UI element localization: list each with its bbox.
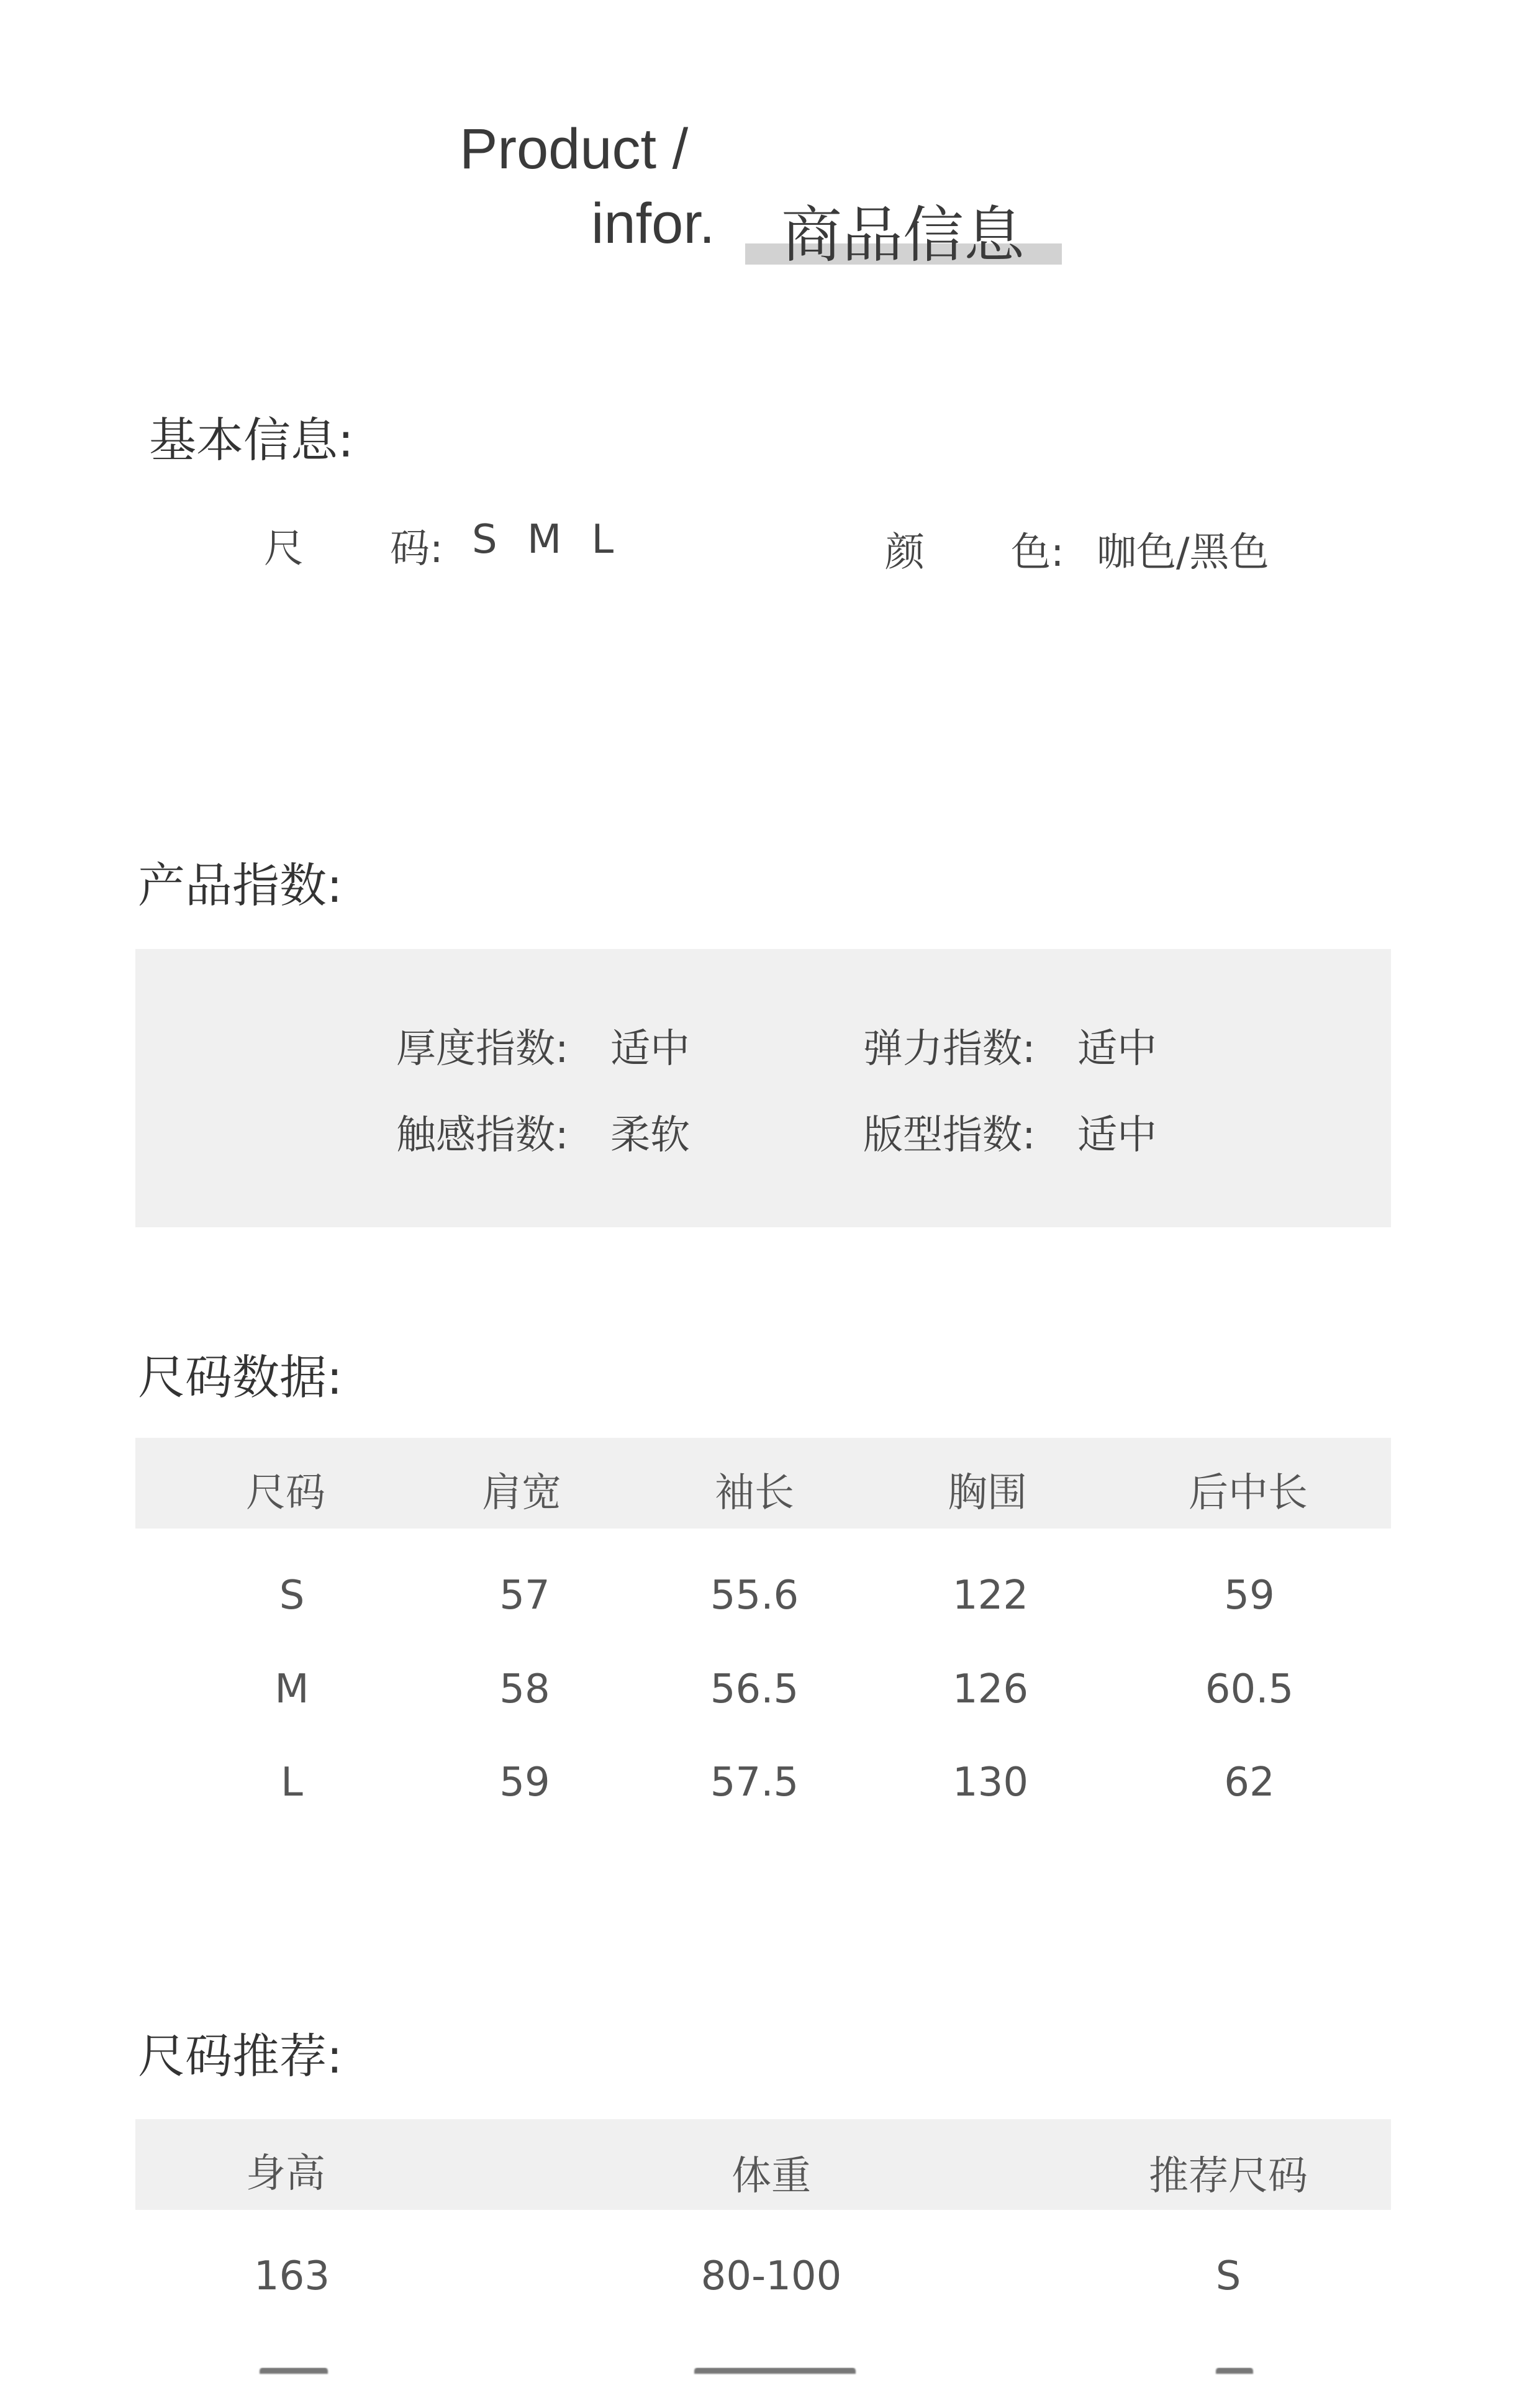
table-row-s-back-length: 59	[1224, 1573, 1275, 1619]
recommend-row-height: 163	[253, 2253, 330, 2299]
table-row-s-size: S	[279, 1573, 305, 1619]
index-thickness-label: 厚度指数:	[396, 1026, 569, 1072]
table-row-m-size: M	[274, 1666, 309, 1712]
table-row-m-chest: 126	[952, 1666, 1029, 1712]
size-col-chest: 胸围	[948, 1470, 1027, 1516]
color-label-char2: 色:	[1011, 530, 1064, 576]
index-fit-label: 版型指数:	[863, 1112, 1036, 1158]
size-col-shoulder: 肩宽	[482, 1470, 561, 1516]
size-label-char2: 码:	[390, 526, 443, 572]
size-label-char1: 尺	[264, 526, 304, 572]
table-row-m-sleeve: 56.5	[710, 1666, 799, 1712]
title-cn: 商品信息	[781, 200, 1025, 271]
recommend-col-weight: 体重	[732, 2153, 811, 2199]
recommend-row-weight: 80-100	[700, 2253, 842, 2299]
index-fit-value: 适中	[1077, 1112, 1157, 1158]
recommend-col-size: 推荐尺码	[1149, 2153, 1308, 2199]
table-row-l-chest: 130	[952, 1760, 1029, 1806]
size-col-back-length: 后中长	[1189, 1470, 1308, 1516]
table-row-s-chest: 122	[952, 1573, 1029, 1619]
table-row-s-shoulder: 57	[499, 1573, 550, 1619]
table-row-s-sleeve: 55.6	[710, 1573, 799, 1619]
title-en-line2: infor.	[591, 192, 715, 255]
table-row-l-back-length: 62	[1224, 1760, 1275, 1806]
partial-row-cutoff	[135, 2368, 1391, 2385]
color-value: 咖色/黑色	[1097, 530, 1269, 576]
table-row-m-shoulder: 58	[499, 1666, 550, 1712]
table-row-l-shoulder: 59	[499, 1760, 550, 1806]
recommend-col-height: 身高	[246, 2151, 325, 2197]
table-row-l-sleeve: 57.5	[710, 1760, 799, 1806]
basic-info-title: 基本信息:	[149, 412, 354, 468]
index-thickness-value: 适中	[610, 1026, 690, 1072]
title-en-line1: Product /	[460, 117, 689, 181]
index-touch-label: 触感指数:	[396, 1112, 569, 1158]
index-elasticity-value: 适中	[1077, 1026, 1157, 1072]
table-row-l-size: L	[281, 1760, 303, 1806]
recommend-row-size: S	[1215, 2253, 1241, 2299]
size-recommend-title: 尺码推荐:	[138, 2028, 343, 2084]
size-col-size: 尺码	[246, 1470, 325, 1516]
color-label-char1: 颜	[885, 530, 925, 576]
table-row-m-back-length: 60.5	[1205, 1666, 1294, 1712]
size-data-title: 尺码数据:	[138, 1350, 343, 1405]
product-index-title: 产品指数:	[138, 858, 343, 913]
size-value: S M L	[472, 517, 623, 563]
index-touch-value: 柔软	[610, 1112, 690, 1158]
product-index-panel	[135, 949, 1391, 1227]
index-elasticity-label: 弹力指数:	[863, 1026, 1036, 1072]
size-col-sleeve: 袖长	[715, 1470, 794, 1516]
